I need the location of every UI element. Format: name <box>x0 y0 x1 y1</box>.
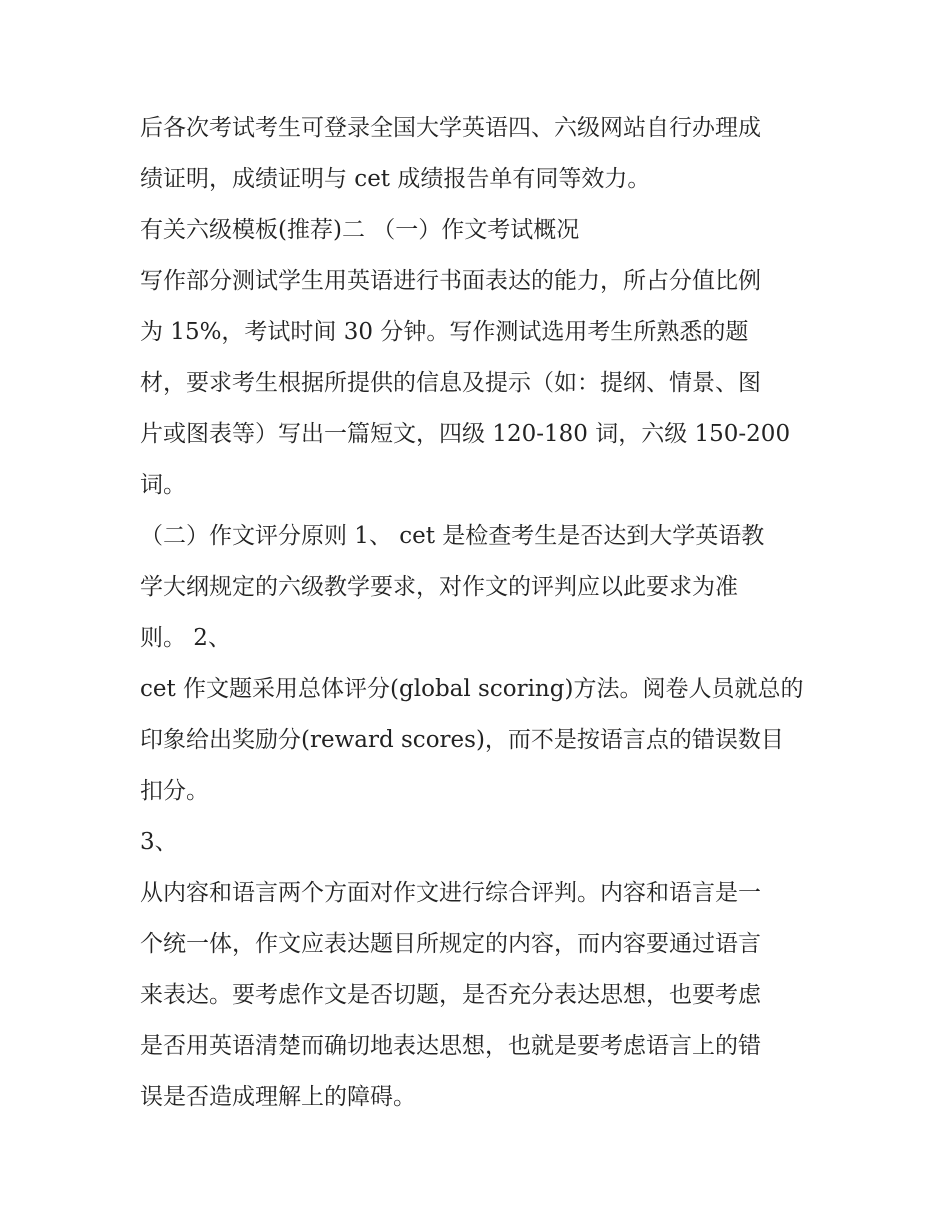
text-line: 则。 2、 <box>140 625 231 651</box>
text-line: 扣分。 <box>140 778 209 804</box>
text-line: 写作部分测试学生用英语进行书面表达的能力，所占分值比例 <box>140 268 761 294</box>
text-line: 片或图表等）写出一篇短文，四级 120-180 词，六级 150-200 <box>140 421 791 447</box>
text-line: 学大纲规定的六级教学要求，对作文的评判应以此要求为准 <box>140 574 738 600</box>
text-line: 后各次考试考生可登录全国大学英语四、六级网站自行办理成 <box>140 115 761 141</box>
text-line: 从内容和语言两个方面对作文进行综合评判。内容和语言是一 <box>140 880 761 906</box>
text-line: 为 15%，考试时间 30 分钟。写作测试选用考生所熟悉的题 <box>140 319 749 345</box>
text-line: 词。 <box>140 472 186 498</box>
text-line: 3、 <box>140 829 178 855</box>
text-line: cet 作文题采用总体评分(global scoring)方法。阅卷人员就总的 <box>140 676 804 702</box>
text-line: 是否用英语清楚而确切地表达思想，也就是要考虑语言上的错 <box>140 1033 761 1059</box>
text-line: 误是否造成理解上的障碍。 <box>140 1084 416 1110</box>
text-line: 个统一体，作文应表达题目所规定的内容，而内容要通过语言 <box>140 931 761 957</box>
text-line: 绩证明，成绩证明与 cet 成绩报告单有同等效力。 <box>140 166 651 192</box>
text-line: （二）作文评分原则 1、 cet 是检查考生是否达到大学英语教 <box>140 523 765 549</box>
text-line: 材，要求考生根据所提供的信息及提示（如：提纲、情景、图 <box>140 370 761 396</box>
document-body <box>140 103 820 1123</box>
text-line: 来表达。要考虑作文是否切题，是否充分表达思想，也要考虑 <box>140 982 761 1008</box>
text-line: 印象给出奖励分(reward scores)，而不是按语言点的错误数目 <box>140 727 784 753</box>
section-heading: 有关六级模板(推荐)二 （一）作文考试概况 <box>140 217 580 243</box>
